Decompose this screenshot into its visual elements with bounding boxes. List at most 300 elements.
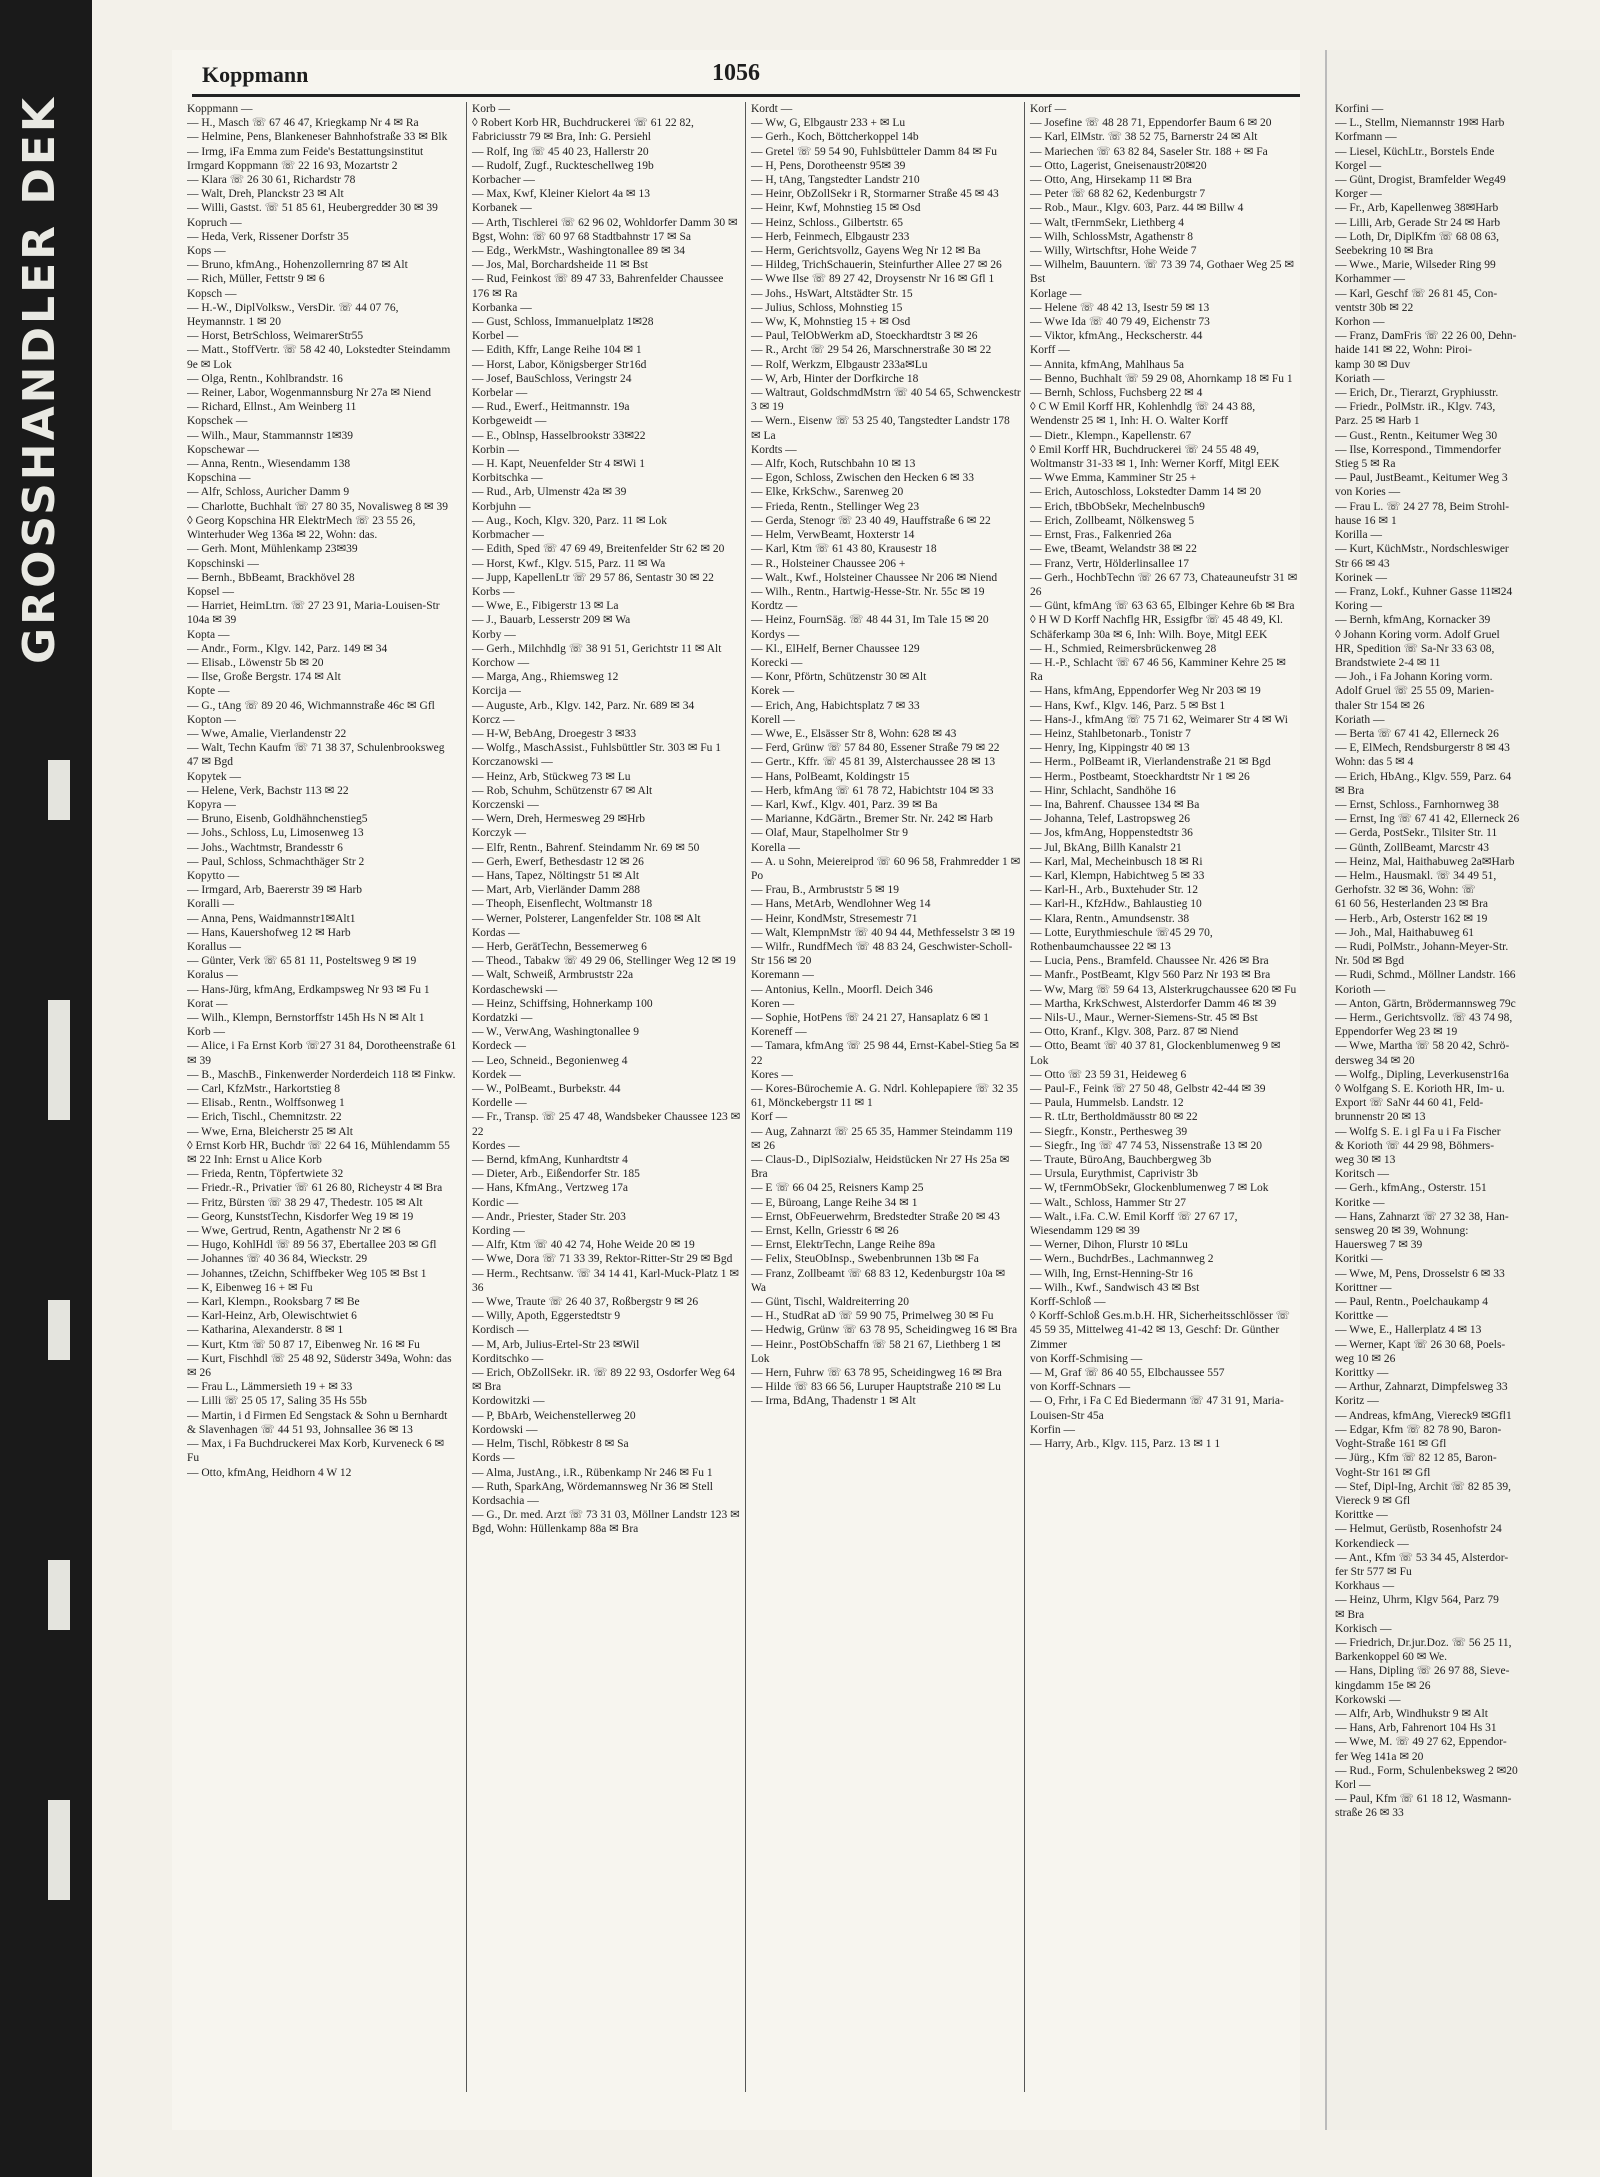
directory-entry: — Karl-Heinz, Arb, Olewischtwiet 6 bbox=[187, 1310, 357, 1323]
directory-entry: — Anton, Gärtn, Brödermannsweg 79c bbox=[1335, 997, 1516, 1010]
surname-heading: Kores — bbox=[751, 1068, 793, 1081]
directory-entry: — Hans, PolBeamt, Koldingstr 15 bbox=[751, 770, 910, 783]
surname-heading: Kops — bbox=[187, 245, 226, 258]
directory-entry: ◊ Robert Korb HR, Buchdruckerei ☏ 61 22 82, Fabriciusstr 79 ✉ Bra, Inh: G. Persiehl bbox=[472, 117, 694, 144]
directory-entry: — Wwe., Marie, Wilseder Ring 99 bbox=[1335, 259, 1496, 272]
directory-entry: — Kurt, Ktm ☏ 50 87 17, Eibenweg Nr. 16 ✉ Fu bbox=[187, 1338, 420, 1351]
directory-entry: — Karl, Klempn, Habichtweg 5 ✉ 33 bbox=[1030, 869, 1205, 882]
surname-heading: Koritke — bbox=[1335, 1196, 1385, 1209]
directory-entry: — Herm., Rechtsanw. ☏ 34 14 41, Karl-Muck-Platz 1 ✉ 36 bbox=[472, 1267, 739, 1294]
directory-entry: — Ernst, ElektrTechn, Lange Reihe 89a bbox=[751, 1239, 936, 1252]
directory-entry: — Günter, Verk ☏ 65 81 11, Posteltsweg 9 ✉ 19 bbox=[187, 955, 417, 968]
directory-entry: — Johannes ☏ 40 36 84, Wieckstr. 29 bbox=[187, 1253, 368, 1266]
directory-entry: — Wwe Emma, Kamminer Str 25 + bbox=[1030, 472, 1197, 485]
surname-heading: Korbanek — bbox=[472, 202, 532, 215]
surname-heading: Kordowitzki — bbox=[472, 1395, 545, 1408]
directory-entry: — Helm, Tischl, Röbkestr 8 ✉ Sa bbox=[472, 1438, 629, 1451]
directory-entry: — Max, Kwf, Kleiner Kielort 4a ✉ 13 bbox=[472, 188, 650, 201]
surname-heading: Kopruch — bbox=[187, 216, 242, 229]
directory-entry: — Franz, Lokf., Kuhner Gasse 11✉24 bbox=[1335, 585, 1513, 598]
directory-entry: — Otto, Beamt ☏ 40 37 81, Glockenblumenweg 9 ✉ Lok bbox=[1030, 1040, 1281, 1067]
surname-heading: Kordys — bbox=[751, 628, 800, 641]
directory-entry: — Günt, Drogist, Bramfelder Weg49 bbox=[1335, 174, 1506, 187]
directory-entry: 61 60 56, Hesterlanden 23 ✉ Bra bbox=[1335, 898, 1489, 911]
surname-heading: Korbin — bbox=[472, 443, 519, 456]
surname-heading: Kordas — bbox=[472, 926, 520, 939]
surname-heading: Korgel — bbox=[1335, 159, 1382, 172]
directory-entry: — Ilse, Korrespond., Timmendorfer bbox=[1335, 443, 1502, 456]
surname-heading: Korf — bbox=[751, 1111, 788, 1124]
directory-entry: — Konr, Pförtn, Schützenstr 30 ✉ Alt bbox=[751, 671, 927, 684]
directory-entry: — Heinz, Mal, Haithabuweg 2a✉Harb bbox=[1335, 855, 1515, 868]
directory-entry: — Edith, Kffr, Lange Reihe 104 ✉ 1 bbox=[472, 344, 642, 357]
directory-entry: ◊ Ernst Korb HR, Buchdr ☏ 22 64 16, Mühlendamm 55 ✉ 22 Inh: Ernst u Alice Korb bbox=[187, 1139, 450, 1167]
directory-entry: — Ursula, Eurythmist, Caprivistr 3b bbox=[1030, 1168, 1199, 1181]
directory-entry: weg 30 ✉ 13 bbox=[1335, 1154, 1396, 1167]
directory-entry: — Gerh., Koch, Böttcherkoppel 14b bbox=[751, 131, 919, 144]
directory-entry: — Willy, Apoth, Eggerstedtstr 9 bbox=[472, 1310, 621, 1323]
directory-entry: — Wwe, Amalie, Vierlandenstr 22 bbox=[187, 727, 347, 740]
directory-entry: — Felix, SteuObInsp., Swebenbrunnen 13b ✉ Fa bbox=[751, 1253, 979, 1266]
directory-entry: — Siegfr., Konstr., Perthesweg 39 bbox=[1030, 1125, 1188, 1138]
directory-entry: ◊ Georg Kopschina HR ElektrMech ☏ 23 55 26, Winterhuder Weg 136a ✉ 22, Wohn: das. bbox=[187, 514, 416, 542]
directory-entry: — Georg, KunststTechn, Kisdorfer Weg 19 ✉ 19 bbox=[187, 1210, 414, 1223]
directory-entry: weg 10 ✉ 26 bbox=[1335, 1352, 1396, 1365]
directory-entry: sensweg 20 ✉ 39, Wohnung: bbox=[1335, 1225, 1469, 1238]
surname-heading: Kopschina — bbox=[187, 472, 251, 485]
directory-entry: Parz. 25 ✉ Harb 1 bbox=[1335, 415, 1420, 428]
surname-heading: Korditschko — bbox=[472, 1352, 544, 1365]
surname-heading: Kopta — bbox=[187, 628, 230, 641]
surname-heading: Korbelar — bbox=[472, 387, 528, 400]
directory-entry: — Walt, Schweiß, Armbruststr 22a bbox=[472, 969, 634, 982]
directory-entry: — Hedwig, Grünw ☏ 63 78 95, Scheidingweg 16 ✉ Bra bbox=[751, 1324, 1018, 1337]
directory-entry: — Willi, Gastst. ☏ 51 85 61, Heubergredder 30 ✉ 39 bbox=[187, 202, 438, 215]
directory-entry: — Gretel ☏ 59 54 90, Fuhlsbütteler Damm 84 ✉ Fu bbox=[751, 145, 998, 158]
spine-band bbox=[48, 1560, 70, 1630]
directory-entry: — Helene, Verk, Bachstr 113 ✉ 22 bbox=[187, 784, 349, 797]
column-2 bbox=[466, 102, 742, 2092]
surname-heading: Korff — bbox=[1030, 344, 1070, 357]
surname-heading: Korczyk — bbox=[472, 827, 526, 840]
surname-heading: Korcija — bbox=[472, 685, 521, 698]
directory-entry: — Josefine ☏ 48 28 71, Eppendorfer Baum 6 ✉ 20 bbox=[1030, 117, 1272, 130]
directory-entry: — Richard, Ellnst., Am Weinberg 11 bbox=[187, 401, 357, 414]
surname-heading: Korek — bbox=[751, 685, 795, 698]
directory-entry: — Reiner, Labor, Wogenmannsburg Nr 27a ✉ Niend bbox=[187, 387, 432, 400]
directory-entry: — Rud., Ewerf., Heitmannstr. 19a bbox=[472, 401, 630, 414]
spine-band bbox=[48, 1300, 70, 1360]
column-3 bbox=[745, 102, 1021, 2092]
surname-heading: Korecki — bbox=[751, 656, 803, 669]
directory-entry: — Wwe, Erna, Bleicherstr 25 ✉ Alt bbox=[187, 1125, 353, 1138]
directory-entry: — Gerh, Ewerf, Bethesdastr 12 ✉ 26 bbox=[472, 855, 644, 868]
directory-entry: — O, Frhr, i Fa C Ed Biedermann ☏ 47 31 91, Maria-Louisen-Str 45a bbox=[1030, 1395, 1284, 1422]
surname-heading: Korl — bbox=[1335, 1778, 1371, 1791]
directory-entry: — Erich, Ang, Habichtsplatz 7 ✉ 33 bbox=[751, 699, 920, 712]
directory-entry: — Elisab., Rentn., Wolffsonweg 1 bbox=[187, 1097, 345, 1110]
directory-entry: kingdamm 15e ✉ 26 bbox=[1335, 1679, 1431, 1692]
directory-entry: — K, Eibenweg 16 + ✉ Fu bbox=[187, 1281, 313, 1294]
surname-heading: Kordisch — bbox=[472, 1324, 529, 1337]
directory-entry: straße 26 ✉ 33 bbox=[1335, 1807, 1404, 1820]
directory-entry: — Walt, Dreh, Planckstr 23 ✉ Alt bbox=[187, 188, 344, 201]
directory-entry: — Gerh., Milchhdlg ☏ 38 91 51, Gerichtstr 11 ✉ Alt bbox=[472, 642, 722, 655]
directory-entry: — Helmine, Pens, Blankeneser Bahnhofstraße 33 ✉ Blk bbox=[187, 131, 448, 144]
surname-heading: Korbjuhn — bbox=[472, 500, 531, 513]
directory-entry: — Hans, Kwf., Klgv. 146, Parz. 5 ✉ Bst 1 bbox=[1030, 699, 1226, 712]
surname-heading: Kordsachia — bbox=[472, 1494, 539, 1507]
surname-heading: Korbel — bbox=[472, 330, 519, 343]
directory-entry: — Wern., BuchdrBes., Lachmannweg 2 bbox=[1030, 1253, 1214, 1266]
directory-entry: — Frau L. ☏ 24 27 78, Beim Strohl- bbox=[1335, 500, 1510, 513]
directory-entry: — Hugo, KohlHdl ☏ 89 56 37, Ebertallee 203 ✉ Gfl bbox=[187, 1239, 437, 1252]
surname-heading: Kordeck — bbox=[472, 1040, 526, 1053]
directory-entry: — Tamara, kfmAng ☏ 25 98 44, Ernst-Kabel-Stieg 5a ✉ 22 bbox=[751, 1040, 1019, 1067]
directory-entry: — Erich, Dr., Tierarzt, Gryphiusstr. bbox=[1335, 387, 1499, 400]
directory-entry: — Rolf, Ing ☏ 45 40 23, Hallerstr 20 bbox=[472, 145, 649, 158]
surname-heading: Korbacher — bbox=[472, 174, 535, 187]
directory-entry: — Stef, Dipl-Ing, Archit ☏ 82 85 39, bbox=[1335, 1480, 1512, 1493]
directory-entry: — Paul, Kfm ☏ 61 18 12, Wasmann- bbox=[1335, 1793, 1512, 1806]
directory-entry: — Max, i Fa Buchdruckerei Max Korb, Kurveneck 6 ✉ Fu bbox=[187, 1438, 445, 1465]
directory-entry: — Erich, Autoschloss, Lokstedter Damm 14 ✉ 20 bbox=[1030, 486, 1261, 499]
directory-entry: ventstr 30b ✉ 22 bbox=[1335, 301, 1414, 314]
directory-entry: — Rolf, Werkzm, Elbgaustr 233a✉Lu bbox=[751, 358, 928, 371]
surname-heading: Kopte — bbox=[187, 685, 230, 698]
directory-entry: — Hans, MetArb, Wendlohner Weg 14 bbox=[751, 898, 931, 911]
surname-heading: Kopschek — bbox=[187, 415, 248, 428]
directory-entry: — Gerh. Mont, Mühlenkamp 23✉39 bbox=[187, 543, 358, 556]
surname-heading: Korat — bbox=[187, 997, 228, 1010]
directory-entry: dersweg 34 ✉ 20 bbox=[1335, 1054, 1415, 1067]
directory-entry: — Otto, Kranf., Klgv. 308, Parz. 87 ✉ Niend bbox=[1030, 1026, 1239, 1039]
directory-entry: — Nils-U., Maur., Werner-Siemens-Str. 45 ✉ Bst bbox=[1030, 1012, 1258, 1024]
surname-heading: Kordek — bbox=[472, 1068, 521, 1081]
directory-entry: — Herm., PolBeamt iR, Vierlandenstraße 21 ✉ Bgd bbox=[1030, 756, 1271, 769]
surname-heading: Korcz — bbox=[472, 713, 515, 726]
directory-entry: — Rudi, Schmd., Möllner Landstr. 166 bbox=[1335, 969, 1516, 982]
surname-heading: Koriath — bbox=[1335, 713, 1385, 726]
directory-entry: Seebekring 10 ✉ Bra bbox=[1335, 245, 1434, 258]
directory-entry: — Olga, Rentn., Kohlbrandstr. 16 bbox=[187, 372, 343, 385]
directory-entry: — Heinz, Schiffsing, Hohnerkamp 100 bbox=[472, 997, 653, 1010]
directory-entry: — Klara, Rentn., Amundsenstr. 38 bbox=[1030, 912, 1190, 925]
directory-entry: hause 16 ✉ 1 bbox=[1335, 514, 1397, 527]
directory-entry: — Wilh, SchlossMstr, Agathenstr 8 bbox=[1030, 230, 1194, 243]
directory-entry: — Wwe, M, Pens, Drosselstr 6 ✉ 33 bbox=[1335, 1267, 1505, 1280]
directory-entry: — Bruno, Eisenb, Goldhähnchenstieg5 bbox=[187, 813, 368, 826]
surname-heading: Korella — bbox=[751, 841, 800, 854]
directory-entry: — Paula, Hummelsb. Landstr. 12 bbox=[1030, 1097, 1184, 1110]
directory-entry: — E, Büroang, Lange Reihe 34 ✉ 1 bbox=[751, 1196, 918, 1209]
directory-entry: — Gerda, PostSekr., Tilsiter Str. 11 bbox=[1335, 827, 1498, 840]
directory-entry: — Elke, KrkSchw., Sarenweg 20 bbox=[751, 486, 904, 499]
directory-entry: — Wilfr., RundfMech ☏ 48 83 24, Geschwister-Scholl-Str 156 ✉ 20 bbox=[751, 940, 1013, 968]
directory-entry: — Joh., i Fa Johann Koring vorm. bbox=[1335, 671, 1493, 684]
directory-entry: — Wwe, Gertrud, Rentn, Agathenstr Nr 2 ✉ 6 bbox=[187, 1225, 401, 1238]
directory-entry: — Helmut, Gerüstb, Rosenhofstr 24 bbox=[1335, 1523, 1502, 1536]
directory-entry: — Andreas, kfmAng, Viereck9 ✉Gfl1 bbox=[1335, 1409, 1512, 1422]
directory-entry: — Herb, Feinmech, Elbgaustr 233 bbox=[751, 230, 910, 243]
directory-entry: — Rob, Schuhm, Schützenstr 67 ✉ Alt bbox=[472, 784, 653, 797]
directory-entry: — R., Archt ☏ 29 54 26, Marschnerstraße 30 ✉ 22 bbox=[751, 344, 992, 357]
directory-entry: — Ant., Kfm ☏ 53 34 45, Alsterdor- bbox=[1335, 1551, 1509, 1564]
directory-entry: — Frieda, Rentn., Stellinger Weg 23 bbox=[751, 500, 920, 513]
directory-entry: — E ☏ 66 04 25, Reisners Kamp 25 bbox=[751, 1182, 924, 1195]
directory-entry: Nr. 50d ✉ Bgd bbox=[1335, 955, 1405, 968]
directory-entry: — Wilh, Ing, Ernst-Henning-Str 16 bbox=[1030, 1267, 1193, 1280]
surname-heading: Korell — bbox=[751, 713, 795, 726]
directory-entry: — Anna, Pens, Waidmannstr1✉Alt1 bbox=[187, 912, 356, 925]
directory-entry: — Alice, i Fa Ernst Korb ☏27 31 84, Dorotheenstraße 61 ✉ 39 bbox=[187, 1040, 457, 1067]
directory-entry: — Fritz, Bürsten ☏ 38 29 47, Thedestr. 105 ✉ Alt bbox=[187, 1196, 423, 1209]
directory-entry: — Martin, i d Firmen Ed Sengstack & Sohn u Bernhardt & Slavenhagen ☏ 44 51 93, Johnsallee 36 ✉ 13 bbox=[187, 1409, 448, 1436]
surname-heading: Kordatzki — bbox=[472, 1012, 533, 1024]
directory-entry: — H., Schmied, Reimersbrückenweg 28 bbox=[1030, 642, 1217, 655]
surname-heading: Korb — bbox=[472, 103, 511, 115]
directory-entry: — Helm, VerwBeamt, Hoxterstr 14 bbox=[751, 529, 915, 542]
directory-entry: — Klara ☏ 26 30 61, Richardstr 78 bbox=[187, 174, 356, 187]
directory-entry: — Hans-J., kfmAng ☏ 75 71 62, Weimarer Str 4 ✉ Wi bbox=[1030, 713, 1288, 726]
directory-entry: — Hans, Kauershofweg 12 ✉ Harb bbox=[187, 926, 351, 939]
directory-entry: — Wwe, Dora ☏ 71 33 39, Rektor-Ritter-Str 29 ✉ Bgd bbox=[472, 1253, 733, 1266]
surname-heading: Korittke — bbox=[1335, 1509, 1388, 1522]
directory-entry: — Fr., Transp. ☏ 25 47 48, Wandsbeker Chaussee 123 ✉ 22 bbox=[472, 1111, 741, 1138]
directory-entry: — H., Masch ☏ 67 46 47, Kriegkamp Nr 4 ✉ Ra bbox=[187, 117, 419, 130]
directory-entry: — J., Bauarb, Lesserstr 209 ✉ Wa bbox=[472, 614, 631, 627]
directory-entry: — Ernst, Kelln, Griesstr 6 ✉ 26 bbox=[751, 1225, 899, 1238]
directory-entry: — Erich, HbAng., Klgv. 559, Parz. 64 bbox=[1335, 770, 1512, 783]
directory-entry: — Bernh, kfmAng, Kornacker 39 bbox=[1335, 614, 1491, 627]
directory-entry: — Herb., Arb, Osterstr 162 ✉ 19 bbox=[1335, 912, 1488, 925]
directory-entry: — Karl-H., Arb., Buxtehuder Str. 12 bbox=[1030, 884, 1199, 897]
directory-entry: ◊ H W D Korff Nachflg HR, Essigfbr ☏ 45 48 49, Kl. Schäferkamp 30a ✉ 6, Inh: Wilh. Boye, Mitgl EEK bbox=[1030, 614, 1283, 641]
directory-entry: — Walt, tFernmSekr, Liethberg 4 bbox=[1030, 216, 1185, 229]
directory-entry: ✉ Bra bbox=[1335, 1608, 1365, 1621]
directory-entry: — Frau L., Lämmersieth 19 + ✉ 33 bbox=[187, 1381, 353, 1394]
directory-entry: — R. tLtr, Bertholdmäusstr 80 ✉ 22 bbox=[1030, 1111, 1198, 1124]
directory-entry: — Johs., Wachtmstr, Brandesstr 6 bbox=[187, 841, 343, 854]
directory-entry: — Carl, KfzMstr., Harkortstieg 8 bbox=[187, 1083, 340, 1096]
directory-entry: — Rich, Müller, Fettstr 9 ✉ 6 bbox=[187, 273, 325, 286]
directory-entry: — Herm, Gerichtsvollz, Gayens Weg Nr 12 ✉ Ba bbox=[751, 245, 981, 258]
surname-heading: Korbs — bbox=[472, 585, 515, 598]
directory-entry: ◊ Wolfgang S. E. Korioth HR, Im- u. bbox=[1335, 1083, 1505, 1096]
header-rule bbox=[192, 94, 1300, 97]
directory-entry: — Irma, BdAng, Thadenstr 1 ✉ Alt bbox=[751, 1395, 916, 1408]
directory-entry: — Aug., Koch, Klgv. 320, Parz. 11 ✉ Lok bbox=[472, 514, 668, 527]
directory-entry: — Herm., Gerichtsvollz. ☏ 43 74 98, bbox=[1335, 1012, 1513, 1024]
directory-entry: — L., Stellm, Niemannstr 19✉ Harb bbox=[1335, 117, 1505, 130]
surname-heading: Koreneff — bbox=[751, 1026, 807, 1039]
directory-entry: — Günth, ZollBeamt, Marcstr 43 bbox=[1335, 841, 1489, 854]
surname-heading: Korger — bbox=[1335, 188, 1382, 201]
directory-entry: — H., StudRat aD ☏ 59 90 75, Primelweg 30 ✉ Fu bbox=[751, 1310, 994, 1323]
directory-entry: — Gust., Rentn., Keitumer Weg 30 bbox=[1335, 429, 1498, 442]
directory-entry: — Dietr., Klempn., Kapellenstr. 67 bbox=[1030, 429, 1192, 442]
directory-entry: — Rud, Feinkost ☏ 89 47 33, Bahrenfelder Chaussee 176 ✉ Ra bbox=[472, 273, 724, 300]
directory-entry: — Lilli ☏ 25 05 17, Saling 35 Hs 55b bbox=[187, 1395, 367, 1408]
directory-entry: brunnenstr 20 ✉ 13 bbox=[1335, 1111, 1426, 1124]
directory-entry: — Franz, DamFris ☏ 22 26 00, Dehn- bbox=[1335, 330, 1517, 343]
spine-band bbox=[48, 1000, 70, 1120]
surname-heading: Koppmann — bbox=[187, 103, 253, 115]
spine-band bbox=[48, 760, 70, 820]
surname-heading: Kopton — bbox=[187, 713, 236, 726]
surname-heading: Korittke — bbox=[1335, 1310, 1388, 1323]
surname-heading: Kopschewar — bbox=[187, 443, 259, 456]
directory-entry: — Auguste, Arb., Klgv. 142, Parz. Nr. 689 ✉ 34 bbox=[472, 699, 695, 712]
directory-entry: — Hans, kfmAng, Eppendorfer Weg Nr 203 ✉ 19 bbox=[1030, 685, 1261, 698]
directory-entry: Hauersweg 7 ✉ 39 bbox=[1335, 1239, 1423, 1252]
directory-entry: — Walt., Kwf., Holsteiner Chaussee Nr 206 ✉ Niend bbox=[751, 571, 998, 584]
directory-entry: ◊ Korff-Schloß Ges.m.b.H. HR, Sicherheitsschlösser ☏ 45 59 35, Mittelweg 41-42 ✉ 13, Geschf: Dr. Günther Zimmer bbox=[1030, 1310, 1291, 1351]
directory-entry: — Ww, Marg ☏ 59 64 13, Alsterkrugchaussee 620 ✉ Fu bbox=[1030, 983, 1297, 996]
directory-entry: — Berta ☏ 67 41 42, Ellerneck 26 bbox=[1335, 727, 1499, 740]
surname-heading: Korilla — bbox=[1335, 529, 1382, 542]
directory-entry: — Werner, Dihon, Flurstr 10 ✉Lu bbox=[1030, 1239, 1188, 1252]
surname-heading: von Korff-Schmising — bbox=[1030, 1352, 1143, 1365]
surname-heading: Kording — bbox=[472, 1225, 525, 1238]
directory-entry: — Elisab., Löwenstr 5b ✉ 20 bbox=[187, 656, 324, 669]
surname-heading: Kords — bbox=[472, 1452, 515, 1465]
facing-page bbox=[1325, 50, 1600, 2130]
directory-entry: — Wilh., Klempn, Bernstorffstr 145h Hs N ✉ Alt 1 bbox=[187, 1012, 425, 1024]
directory-entry: — W., VerwAng, Washingtonallee 9 bbox=[472, 1026, 639, 1039]
directory-entry: — Johanna, Telef, Lastropsweg 26 bbox=[1030, 813, 1190, 826]
directory-entry: — Bernh., BbBeamt, Brackhövel 28 bbox=[187, 571, 355, 584]
directory-entry: — Ernst, Ing ☏ 67 41 42, Ellerneck 26 bbox=[1335, 813, 1520, 826]
directory-entry: — Wwe Ilse ☏ 89 27 42, Droysenstr Nr 16 ✉ Gfl 1 bbox=[751, 273, 995, 286]
surname-heading: Kopsel — bbox=[187, 585, 234, 598]
directory-entry: — G., Dr. med. Arzt ☏ 73 31 03, Möllner Landstr 123 ✉ Bgd, Wohn: Hüllenkamp 88a ✉ Bra bbox=[472, 1509, 740, 1536]
directory-entry: — Elfr, Rentn., Bahrenf. Steindamm Nr. 69 ✉ 50 bbox=[472, 841, 700, 854]
directory-entry: — W, Arb, Hinter der Dorfkirche 18 bbox=[751, 372, 919, 385]
directory-entry: — Erich, ObZollSekr. iR. ☏ 89 22 93, Osdorfer Weg 64 ✉ Bra bbox=[472, 1367, 736, 1394]
directory-entry: — Erich, tBbObSekr, Mechelnbusch9 bbox=[1030, 500, 1205, 513]
directory-entry: Eppendorfer Weg 23 ✉ 19 bbox=[1335, 1026, 1458, 1039]
directory-entry: — Walt, Techn Kaufm ☏ 71 38 37, Schulenbrooksweg 47 ✉ Bgd bbox=[187, 742, 445, 769]
directory-entry: — Jos, kfmAng, Hoppenstedtstr 36 bbox=[1030, 827, 1193, 840]
directory-entry: — Annita, kfmAng, Mahlhaus 5a bbox=[1030, 358, 1184, 371]
directory-entry: — Heinr, Kwf, Mohnstieg 15 ✉ Osd bbox=[751, 202, 921, 215]
surname-heading: Korfin — bbox=[1030, 1423, 1076, 1436]
surname-heading: Korittky — bbox=[1335, 1367, 1389, 1380]
surname-heading: Koritki — bbox=[1335, 1253, 1383, 1266]
directory-entry: — Hans, Tapez, Nöltingstr 51 ✉ Alt bbox=[472, 869, 640, 882]
directory-entry: — Karl, ElMstr. ☏ 38 52 75, Barnerstr 24 ✉ Alt bbox=[1030, 131, 1258, 144]
directory-entry: — Ernst, Schloss., Farnhornweg 38 bbox=[1335, 798, 1499, 811]
directory-entry: — Hans, KfmAng., Vertzweg 17a bbox=[472, 1182, 628, 1195]
directory-entry: ◊ Emil Korff HR, Buchdruckerei ☏ 24 55 48 49, Woltmanstr 31-33 ✉ 1, Inh: Werner Korff, Mitgl EEK bbox=[1030, 443, 1280, 471]
spine-title: GROSSHANDLER DEK bbox=[14, 95, 65, 665]
directory-entry: — Günt, Tischl, Waldreiterring 20 bbox=[751, 1296, 909, 1309]
directory-entry: — Rud., Arb, Ulmenstr 42a ✉ 39 bbox=[472, 486, 627, 499]
directory-entry: — Rudolf, Zugf., Ruckteschellweg 19b bbox=[472, 159, 654, 172]
directory-entry: — Gertr., Kffr. ☏ 45 81 39, Alsterchaussee 28 ✉ 13 bbox=[751, 756, 996, 769]
directory-entry: — Rud., Form, Schulenbeksweg 2 ✉20 bbox=[1335, 1764, 1518, 1777]
directory-entry: — Wilh., Maur, Stammannstr 1✉39 bbox=[187, 429, 353, 442]
directory-entry: — Paul-F., Feink ☏ 27 50 48, Gelbstr 42-44 ✉ 39 bbox=[1030, 1083, 1266, 1096]
directory-entry: — Herb, GerätTechn, Bessemerweg 6 bbox=[472, 940, 647, 953]
surname-heading: Koriath — bbox=[1335, 372, 1385, 385]
directory-entry: — W, tFernmObSekr, Glockenblumenweg 7 ✉ Lok bbox=[1030, 1182, 1269, 1195]
surname-heading: Kopsch — bbox=[187, 287, 237, 300]
directory-entry: — Helm., Hausmakl. ☏ 34 49 51, bbox=[1335, 869, 1497, 882]
directory-entry: — Rob., Maur., Klgv. 603, Parz. 44 ✉ Billw 4 bbox=[1030, 202, 1244, 215]
directory-entry: — W., PolBeamt., Burbekstr. 44 bbox=[472, 1083, 621, 1096]
directory-entry: — Alfr, Koch, Rutschbahn 10 ✉ 13 bbox=[751, 458, 916, 471]
directory-entry: — Bruno, kfmAng., Hohenzollernring 87 ✉ Alt bbox=[187, 259, 408, 272]
book-spine bbox=[0, 0, 92, 2177]
directory-entry: Wohn: das 5 ✉ 4 bbox=[1335, 756, 1414, 769]
directory-entry: — Alfr, Ktm ☏ 40 42 74, Hohe Weide 20 ✉ 19 bbox=[472, 1239, 695, 1252]
directory-entry: — H, Pens, Dorotheenstr 95✉ 39 bbox=[751, 159, 906, 172]
directory-entry: — Karl, Kwf., Klgv. 401, Parz. 39 ✉ Ba bbox=[751, 798, 938, 811]
directory-entry: — A. u Sohn, Meiereiprod ☏ 60 96 58, Frahmredder 1 ✉ Po bbox=[751, 855, 1021, 882]
surname-heading: Kordts — bbox=[751, 443, 797, 456]
directory-entry: — Julius, Schloss, Mohnstieg 15 bbox=[751, 301, 903, 314]
spine-band bbox=[48, 1800, 70, 1900]
directory-entry: — Wern, Dreh, Hermesweg 29 ✉Hrb bbox=[472, 813, 645, 826]
directory-entry: — Mariechen ☏ 63 82 84, Saseler Str. 188 + ✉ Fa bbox=[1030, 145, 1268, 158]
surname-heading: Kopschinski — bbox=[187, 557, 259, 570]
directory-entry: Export ☏ SaNr 44 60 41, Feld- bbox=[1335, 1097, 1484, 1110]
surname-heading: Kordic — bbox=[472, 1196, 519, 1209]
directory-entry: — Wwe, Traute ☏ 26 40 37, Roßbergstr 9 ✉ 26 bbox=[472, 1296, 699, 1309]
directory-entry: haide 141 ✉ 22, Wohn: Piroi- bbox=[1335, 344, 1472, 357]
directory-entry: — H.-W., DiplVolksw., VersDir. ☏ 44 07 76, Heymannstr. 1 ✉ 20 bbox=[187, 301, 399, 329]
surname-heading: Korf — bbox=[1030, 103, 1067, 115]
directory-entry: — Wolfg., MaschAssist., Fuhlsbüttler Str. 303 ✉ Fu 1 bbox=[472, 742, 722, 755]
directory-entry: — Walt., Schloss, Hammer Str 27 bbox=[1030, 1196, 1187, 1209]
directory-entry: — Karl, Ktm ☏ 61 43 80, Krausestr 18 bbox=[751, 543, 937, 556]
directory-entry: — M, Graf ☏ 86 40 55, Elbchaussee 557 bbox=[1030, 1367, 1225, 1380]
directory-entry: thaler Str 154 ✉ 26 bbox=[1335, 699, 1425, 712]
surname-heading: Kordes — bbox=[472, 1139, 520, 1152]
directory-entry: HR, Spedition ☏ Sa-Nr 33 63 08, bbox=[1335, 642, 1495, 655]
directory-entry: — Edg., WerkMstr., Washingtonallee 89 ✉ 34 bbox=[472, 245, 686, 258]
directory-entry: — Jürg., Kfm ☏ 82 12 85, Baron- bbox=[1335, 1452, 1497, 1465]
surname-heading: Korbmacher — bbox=[472, 529, 544, 542]
directory-entry: — Horst, Kwf., Klgv. 515, Parz. 11 ✉ Wa bbox=[472, 557, 666, 570]
surname-heading: Korioth — bbox=[1335, 983, 1386, 996]
surname-heading: Korbanka — bbox=[472, 301, 532, 314]
surname-heading: Koralus — bbox=[187, 969, 238, 982]
directory-entry: — Karl, Klempn., Rooksbarg 7 ✉ Be bbox=[187, 1296, 360, 1309]
directory-entry: — Aug, Zahnarzt ☏ 25 65 35, Hammer Steindamm 119 ✉ 26 bbox=[751, 1125, 1013, 1152]
directory-entry: — Otto, Ang, Hirsekamp 11 ✉ Bra bbox=[1030, 174, 1192, 187]
directory-entry: — Heinr., PostObSchaffn ☏ 58 21 67, Liethberg 1 ✉ Lok bbox=[751, 1338, 1001, 1365]
directory-entry: — Helene ☏ 48 42 13, Isestr 59 ✉ 13 bbox=[1030, 301, 1210, 314]
directory-entry: — H-W, BebAng, Droegestr 3 ✉33 bbox=[472, 727, 637, 740]
directory-entry: — Gerh., kfmAng., Osterstr. 151 bbox=[1335, 1182, 1487, 1195]
surname-heading: Korczenski — bbox=[472, 798, 539, 811]
surname-heading: Kopyra — bbox=[187, 798, 236, 811]
directory-entry: — Bernd, kfmAng, Kunhardtstr 4 bbox=[472, 1154, 628, 1167]
column-4 bbox=[1024, 102, 1300, 2092]
surname-heading: Korhon — bbox=[1335, 316, 1385, 329]
directory-entry: — Matt., StoffVertr. ☏ 58 42 40, Lokstedter Steindamm 9e ✉ Lok bbox=[187, 344, 451, 371]
directory-entry: — M, Arb, Julius-Ertel-Str 23 ✉Wil bbox=[472, 1338, 640, 1351]
directory-entry: — E., Oblnsp, Hasselbrookstr 33✉22 bbox=[472, 429, 646, 442]
directory-entry: — Paul, JustBeamt., Keitumer Weg 3 bbox=[1335, 472, 1508, 485]
header-name: Koppmann bbox=[202, 62, 309, 87]
directory-entry: — Marianne, KdGärtn., Bremer Str. Nr. 242 ✉ Harb bbox=[751, 813, 993, 826]
directory-entry: — Hinr, Schlacht, Sandhöhe 16 bbox=[1030, 784, 1176, 797]
directory-entry: — Kl., ElHelf, Berner Chaussee 129 bbox=[751, 642, 920, 655]
